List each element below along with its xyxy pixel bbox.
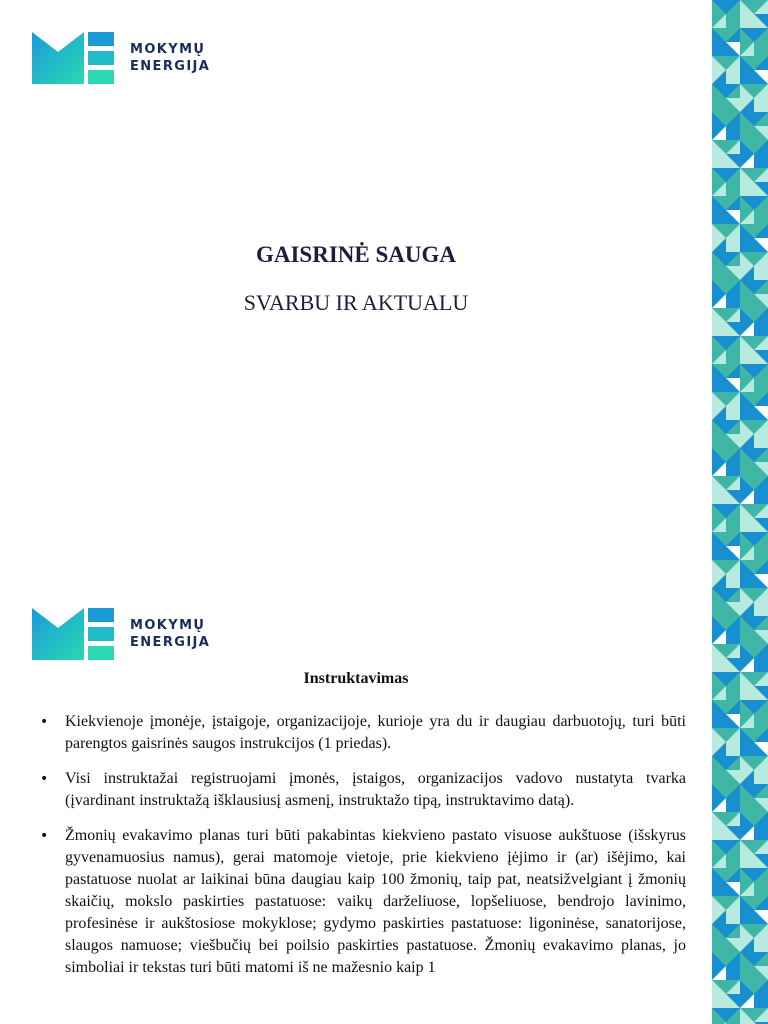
list-item xyxy=(38,825,686,979)
bullet-icon: • xyxy=(40,828,49,844)
slide-title: GAISRINĖ SAUGA xyxy=(255,242,456,267)
company-logo xyxy=(32,608,210,660)
list-item xyxy=(38,768,686,812)
bullet-text: Kiekvienoje įmonėje, įstaigoje, organizacijoje, kurioje yra du ir daugiau darbuotojų, turi būti parengtos gaisrinės saugos instrukcijos (1 priedas). xyxy=(65,713,686,752)
logo-line-2: ENERGIJA xyxy=(130,635,211,650)
bullet-icon: • xyxy=(40,714,49,730)
section-heading: Instruktavimas xyxy=(303,670,409,687)
logo-line-1: MOKYMŲ xyxy=(130,42,206,57)
bullet-text: Žmonių evakavimo planas turi būti pakabintas kiekvieno pastato visuose aukštuose (išskyrus gyvenamuosius namus), gerai matomoje vietoje, prie kiekvieno įėjimo ir (ar) išėjimo, kai pastatuose nuolat ar laikinai būna daugiau kaip 100 žmonių, taip pat, neatsižvelgiant į žmonių skaičių, mokslo paskirties pastatuose: vaikų darželiuose, lopšeliuose, bendrojo lavinimo, profesinėse ir aukštosiose mokyklose; gydymo paskirties pastatuose: ligoninėse, sanatorijose, slaugos namuose; viešbučių bei poilsio paskirties pastatuose. Žmonių evakavimo planas, jo simboliai ir tekstas turi būti matomi iš ne mažesnio kaip 1 xyxy=(65,827,686,976)
bullet-text: Visi instruktažai registruojami įmonės, įstaigos, organizacijos vadovo nustatyta tvarka (įvardinant instruktažą išklausiusį asmenį, instruktažo tipą, instruktavimo datą). xyxy=(65,770,686,809)
logo-wordmark xyxy=(130,617,210,651)
company-logo xyxy=(32,32,210,84)
logo-line-1: MOKYMŲ xyxy=(130,618,206,633)
logo-mark-icon xyxy=(32,608,114,660)
logo-line-2: ENERGIJA xyxy=(130,59,211,74)
logo-mark-icon xyxy=(32,32,114,84)
decorative-pattern xyxy=(712,0,768,1024)
bullet-icon: • xyxy=(40,771,49,787)
bullet-list xyxy=(38,711,686,992)
list-item xyxy=(38,711,686,755)
slide-subtitle: SVARBU IR AKTUALU xyxy=(243,290,469,315)
logo-wordmark xyxy=(130,41,210,75)
content-slide xyxy=(0,580,712,1024)
